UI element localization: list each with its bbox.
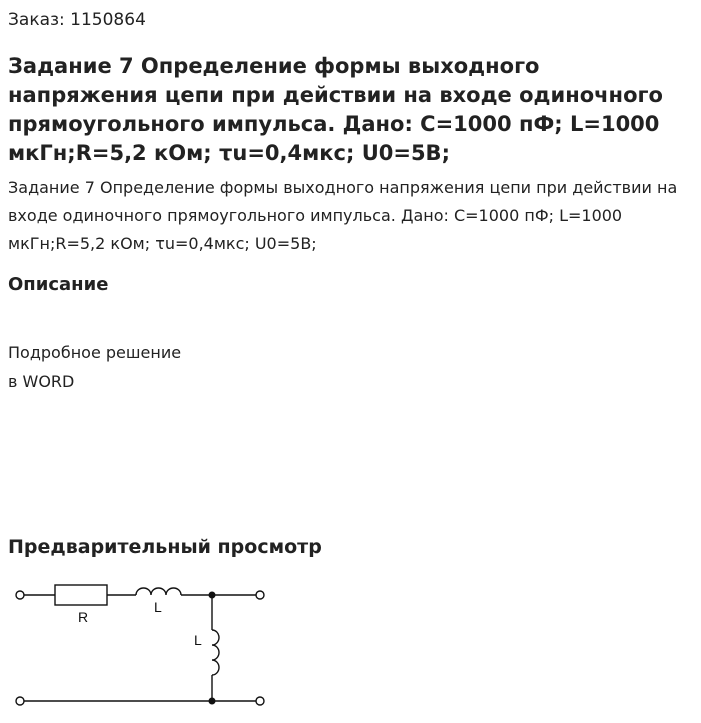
solution-line-1: Подробное решение <box>8 343 182 362</box>
description-heading: Описание <box>8 274 109 295</box>
terminal-in-bottom <box>16 697 24 705</box>
label-r: R <box>78 609 89 625</box>
terminal-in-top <box>16 591 24 599</box>
inductor-series-symbol <box>136 588 181 595</box>
page-title: Задание 7 Определение формы выходного напряжения цепи при действии на входе одиночного прямоугольного импульса. Дано: C=1000 пФ; L=1000 мкГн;R=5,2 кОм; τu=0,4мкс; U0=5B; <box>8 54 663 165</box>
solution-note <box>8 338 181 396</box>
terminal-out-bottom <box>256 697 264 705</box>
order-number: Заказ: 1150864 <box>8 10 146 30</box>
label-l-shunt: L <box>194 632 202 648</box>
resistor-symbol <box>55 585 107 605</box>
task-description: Задание 7 Определение формы выходного напряжения цепи при действии на входе одиночного прямоугольного импульса. Дано: C=1000 пФ; L=1000 мкГн;R=5,2 кОм; τu=0,4мкс; U0=5B; <box>8 178 678 253</box>
junction-bottom <box>209 698 216 705</box>
preview-heading: Предварительный просмотр <box>8 536 322 558</box>
circuit-diagram <box>0 570 300 720</box>
inductor-shunt-symbol <box>212 630 219 675</box>
label-l-series: L <box>154 599 162 615</box>
terminal-out-top <box>256 591 264 599</box>
solution-line-2: в WORD <box>8 372 75 391</box>
junction-top <box>209 592 216 599</box>
